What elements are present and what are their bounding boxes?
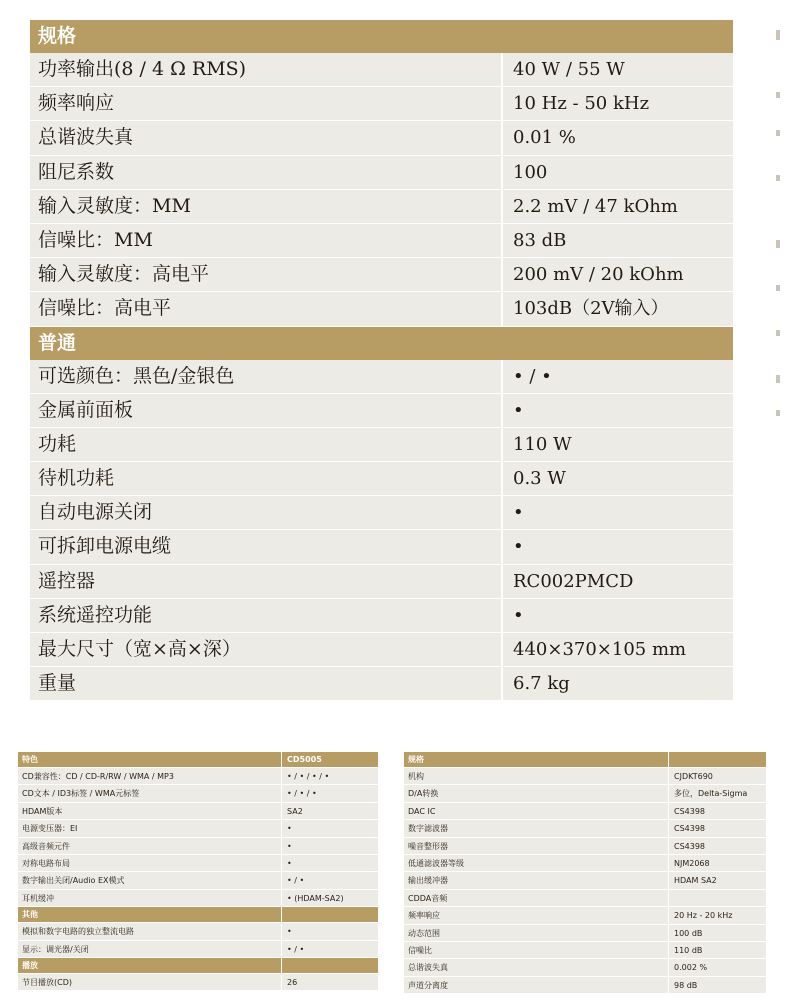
spec-label: CDDA音频 bbox=[404, 890, 669, 906]
spec-label: 最大尺寸（宽×高×深） bbox=[30, 633, 503, 666]
spec-value: 200 mV / 20 kOhm bbox=[513, 264, 684, 286]
edge-decoration bbox=[776, 130, 780, 136]
spec-label: 总谐波失真 bbox=[404, 959, 669, 975]
spec-row bbox=[30, 462, 733, 496]
spec-row bbox=[30, 667, 733, 701]
section-header: 普通 bbox=[30, 327, 733, 360]
spec-value: 440×370×105 mm bbox=[513, 639, 687, 660]
spec-value: 10 Hz - 50 kHz bbox=[513, 93, 650, 115]
feature-row bbox=[18, 974, 378, 991]
feature-row bbox=[18, 890, 378, 907]
spec-value: 98 dB bbox=[674, 980, 698, 990]
spec-row bbox=[404, 890, 766, 907]
spec-value: CS4398 bbox=[674, 824, 706, 834]
header-model: CD5005 bbox=[287, 755, 322, 764]
spec-value: 103dB（2V输入） bbox=[513, 298, 669, 320]
spec-value: 40 W / 55 W bbox=[513, 59, 625, 80]
spec-label: 声道分离度 bbox=[404, 977, 669, 993]
subsection-title: 其他 bbox=[18, 907, 282, 922]
spec-label: 动态范围 bbox=[404, 925, 669, 941]
spec-value: 6.7 kg bbox=[513, 673, 570, 695]
feature-row bbox=[18, 941, 378, 958]
spec-row bbox=[30, 87, 733, 121]
spec-value: CJDKT690 bbox=[674, 772, 713, 781]
edge-decoration bbox=[776, 375, 780, 383]
feature-row bbox=[18, 785, 378, 802]
spec-label: D/A转换 bbox=[404, 785, 669, 801]
spec-label: 机构 bbox=[404, 768, 669, 784]
feature-label: CD兼容性：CD / CD-R/RW / WMA / MP3 bbox=[18, 768, 282, 784]
subsection-header bbox=[18, 907, 378, 923]
spec-row bbox=[30, 190, 733, 224]
header-label: 特色 bbox=[18, 752, 282, 767]
feature-label: 对称电路布局 bbox=[18, 855, 282, 871]
feature-label: 电源变压器：EI bbox=[18, 820, 282, 836]
feature-row bbox=[18, 803, 378, 820]
spec-label: 阻尼系数 bbox=[30, 156, 503, 189]
feature-label: 数字输出关闭/Audio EX模式 bbox=[18, 872, 282, 888]
edge-decoration bbox=[776, 285, 780, 291]
spec-value: HDAM SA2 bbox=[674, 876, 717, 886]
feature-value: • / • bbox=[287, 876, 305, 886]
spec-label: 总谐波失真 bbox=[30, 121, 503, 154]
feature-value: • / • bbox=[287, 944, 305, 954]
spec-row bbox=[404, 959, 766, 976]
spec-row bbox=[404, 820, 766, 837]
spec-label: 频率响应 bbox=[30, 87, 503, 120]
spec-row bbox=[404, 925, 766, 942]
feature-value: • / • / • / • bbox=[287, 772, 330, 781]
spec-value: 0.3 W bbox=[513, 468, 566, 490]
spec-row bbox=[404, 768, 766, 785]
spec-value: 20 Hz - 20 kHz bbox=[674, 911, 733, 921]
spec-row bbox=[30, 224, 733, 258]
spec-row bbox=[30, 53, 733, 87]
spec-label: 功率输出(8 / 4 Ω RMS) bbox=[30, 53, 503, 86]
spec-row bbox=[30, 599, 733, 633]
edge-decoration bbox=[776, 330, 780, 336]
spec-label: 可拆卸电源电缆 bbox=[30, 530, 503, 563]
spec-row bbox=[404, 942, 766, 959]
feature-value: SA2 bbox=[287, 806, 303, 816]
spec-row bbox=[404, 838, 766, 855]
feature-label: 显示：调光器/关闭 bbox=[18, 941, 282, 957]
feature-value: • / • / • bbox=[287, 789, 317, 799]
spec-label: 重量 bbox=[30, 667, 503, 700]
spec-value: 110 W bbox=[513, 433, 572, 455]
feature-label: HDAM版本 bbox=[18, 803, 282, 819]
spec-row bbox=[30, 394, 733, 428]
spec-label: 数字滤波器 bbox=[404, 820, 669, 836]
feature-value: • bbox=[287, 927, 292, 937]
spec-row bbox=[404, 785, 766, 802]
spec-row bbox=[30, 565, 733, 599]
table-header bbox=[404, 752, 766, 768]
feature-label: 高级音频元件 bbox=[18, 838, 282, 854]
feature-label: 耳机缓冲 bbox=[18, 890, 282, 906]
spec-label: 功耗 bbox=[30, 428, 503, 461]
feature-value: • bbox=[287, 841, 292, 851]
spec-value: • / • bbox=[513, 365, 552, 387]
spec-value: • bbox=[513, 502, 524, 524]
feature-value: • bbox=[287, 858, 292, 868]
cd-features-table bbox=[18, 752, 378, 991]
spec-row bbox=[404, 803, 766, 820]
spec-value: 83 dB bbox=[513, 229, 567, 251]
spec-value: NJM2068 bbox=[674, 858, 710, 868]
subsection-header bbox=[18, 958, 378, 974]
spec-value: 多位，Delta-Sigma bbox=[674, 789, 748, 799]
spec-label: 频率响应 bbox=[404, 907, 669, 923]
spec-row bbox=[30, 496, 733, 530]
spec-label: 自动电源关闭 bbox=[30, 496, 503, 529]
spec-table bbox=[30, 20, 733, 701]
feature-value: • bbox=[287, 824, 292, 834]
feature-value: 26 bbox=[287, 977, 298, 987]
feature-row bbox=[18, 872, 378, 889]
spec-row bbox=[30, 258, 733, 292]
spec-value: 110 dB bbox=[674, 945, 703, 955]
spec-label: 系统遥控功能 bbox=[30, 599, 503, 632]
edge-decoration bbox=[776, 92, 780, 98]
spec-value: 2.2 mV / 47 kOhm bbox=[513, 195, 678, 217]
edge-decoration bbox=[776, 410, 780, 416]
spec-value: 0.002 % bbox=[674, 963, 708, 973]
spec-label: 金属前面板 bbox=[30, 394, 503, 427]
spec-row bbox=[30, 121, 733, 155]
spec-label: 遥控器 bbox=[30, 565, 503, 598]
spec-row bbox=[30, 633, 733, 667]
feature-value: • (HDAM-SA2) bbox=[287, 893, 344, 903]
spec-row bbox=[30, 156, 733, 190]
feature-row bbox=[18, 923, 378, 940]
spec-row bbox=[30, 360, 733, 394]
spec-row bbox=[404, 907, 766, 924]
edge-decoration bbox=[776, 30, 780, 40]
section-header: 规格 bbox=[30, 20, 733, 53]
spec-value: RC002PMCD bbox=[513, 570, 634, 592]
cd-specs-table bbox=[404, 752, 766, 994]
spec-row bbox=[30, 530, 733, 564]
feature-row bbox=[18, 838, 378, 855]
header-value bbox=[669, 752, 766, 767]
spec-value: • bbox=[513, 399, 524, 421]
spec-value: CS4398 bbox=[674, 841, 706, 851]
spec-value: 100 bbox=[513, 161, 548, 183]
spec-row bbox=[404, 872, 766, 889]
spec-label: 信噪比：高电平 bbox=[30, 292, 503, 325]
spec-label: 输入灵敏度：MM bbox=[30, 190, 503, 223]
spec-value: CS4398 bbox=[674, 806, 706, 816]
feature-row bbox=[18, 768, 378, 785]
spec-value bbox=[669, 890, 766, 906]
feature-label: 模拟和数字电路的独立整流电路 bbox=[18, 923, 282, 939]
table-header bbox=[18, 752, 378, 768]
subsection-title: 播放 bbox=[18, 958, 282, 973]
edge-decoration bbox=[776, 175, 780, 181]
spec-row bbox=[404, 855, 766, 872]
spec-row bbox=[30, 292, 733, 326]
feature-label: CD文本 / ID3标签 / WMA元标签 bbox=[18, 785, 282, 801]
spec-value: 100 dB bbox=[674, 928, 703, 938]
spec-label: 噪音整形器 bbox=[404, 838, 669, 854]
feature-row bbox=[18, 820, 378, 837]
spec-row bbox=[30, 428, 733, 462]
header-label: 规格 bbox=[404, 752, 669, 767]
spec-value: • bbox=[513, 604, 524, 626]
feature-row bbox=[18, 855, 378, 872]
spec-value: 0.01 % bbox=[513, 127, 576, 149]
spec-label: 低通滤波器等级 bbox=[404, 855, 669, 871]
spec-label: 待机功耗 bbox=[30, 462, 503, 495]
spec-label: 信噪比 bbox=[404, 942, 669, 958]
spec-label: 输入灵敏度：高电平 bbox=[30, 258, 503, 291]
spec-label: 可选颜色：黑色/金银色 bbox=[30, 360, 503, 393]
spec-label: DAC IC bbox=[404, 803, 669, 819]
spec-row bbox=[404, 977, 766, 994]
edge-decoration bbox=[776, 240, 780, 248]
feature-label: 节目播放(CD) bbox=[18, 974, 282, 990]
spec-label: 输出缓冲器 bbox=[404, 872, 669, 888]
spec-label: 信噪比：MM bbox=[30, 224, 503, 257]
spec-value: • bbox=[513, 536, 524, 558]
